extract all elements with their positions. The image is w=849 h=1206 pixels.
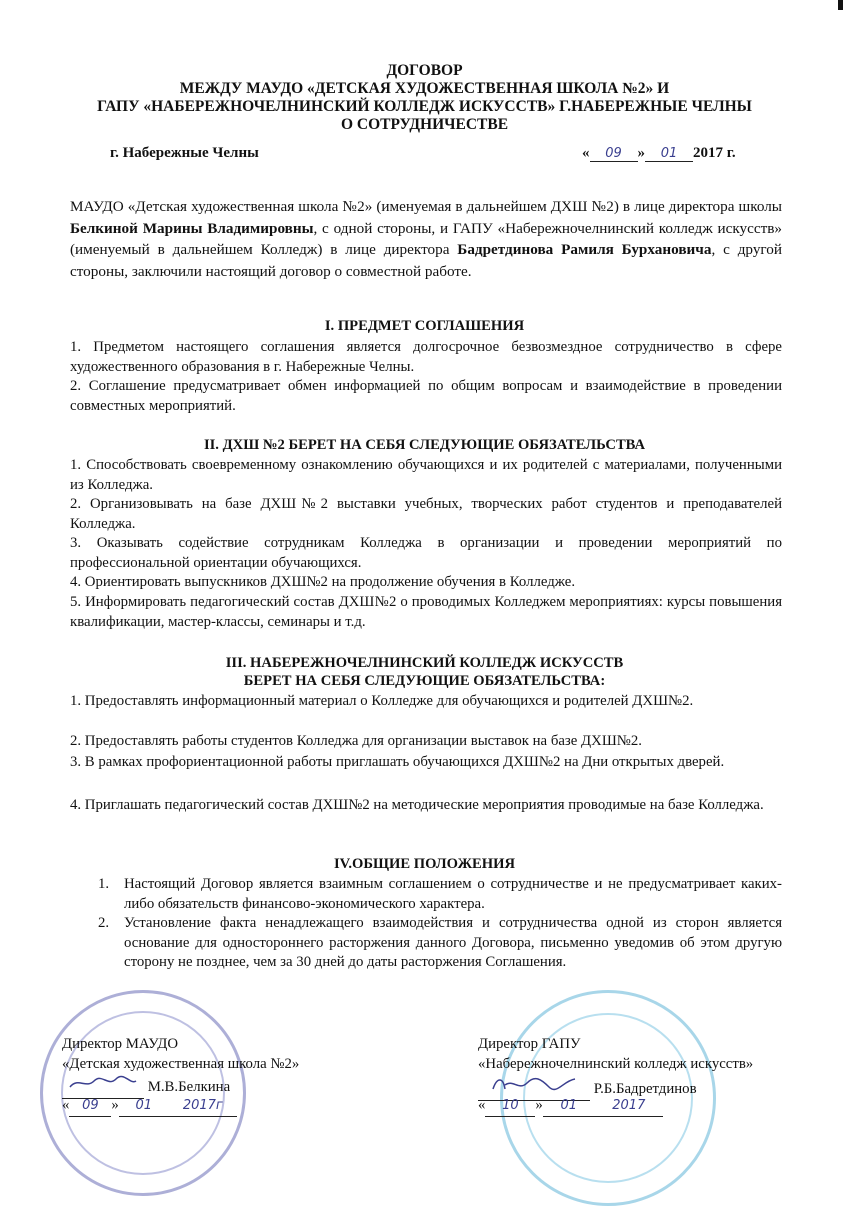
intro-text-2: , с одной стороны, и ГАПУ «Набережночелнинский колледж искусств» (именуемый в дальнейшем Колледж) в лице директора [70,219,782,258]
section-2-item-2: 2. Организовывать на базе ДХШ№2 выставки учебных, творческих работ студентов и преподавателей Колледжа. [70,496,782,532]
document-title-line4: О СОТРУДНИЧЕСТВЕ [340,116,509,133]
section-2-item-3: 3. Оказывать содействие сотрудникам Колледжа в организации и проведении мероприятий по профессиональной ориентации обучающихся. [70,535,782,571]
contract-date [582,145,736,162]
intro-paragraph [70,196,782,282]
section-4-item-2-number: 2. [98,915,110,931]
section-3-item-1: 1. Предоставлять информационный материал о Колледже для обучающихся и родителей ДХШ№2. [70,693,694,709]
left-signatory-name: М.В.Белкина [147,1079,231,1095]
section-1-item-2: 2. Соглашение предусматривает обмен информацией по общим вопросам и взаимодействие в проведении совместных мероприятий. [70,378,782,414]
section-2-title: II. ДХШ №2 БЕРЕТ НА СЕБЯ СЛЕДУЮЩИЕ ОБЯЗАТЕЛЬСТВА [203,437,646,453]
intro-name-1: Белкиной Марины Владимировны [70,219,314,237]
section-4-title: IV.ОБЩИЕ ПОЛОЖЕНИЯ [334,856,515,872]
right-date-month: 01 [543,1096,595,1117]
left-date-open-quote: « [62,1097,70,1113]
date-year: 2017 г. [693,145,736,161]
section-1-title: I. ПРЕДМЕТ СОГЛАШЕНИЯ [324,318,525,334]
section-3-title-line1: III. НАБЕРЕЖНОЧЕЛНИНСКИЙ КОЛЛЕДЖ ИСКУССТВ [225,655,624,671]
right-date-open-quote: « [478,1097,486,1113]
intro-name-2: Бадретдинова Рамиля Бурхановича [457,241,712,258]
section-2-item-1: 1. Способствовать своевременному ознакомлению обучающихся и их родителей с материалами, полученными из Колледжа. [70,457,782,493]
left-date-month: 01 [119,1096,169,1117]
left-signature-scribble [62,1075,144,1099]
intro-text-3: , с другой стороны, заключили настоящий договор о совместной работе. [70,241,782,280]
city-label: г. Набережные Челны [110,145,259,161]
left-date-close-quote: » [111,1097,119,1113]
section-3-item-2: 2. Предоставлять работы студентов Колледжа для организации выставок на базе ДХШ№2. [70,733,642,749]
right-signatory-name: Р.Б.Бадретдинов [593,1081,697,1097]
section-1-item-1: 1. Предметом настоящего соглашения является долгосрочное безвозмездное сотрудничество в сфере художественного образования в г. Набережные Челны. [70,339,782,375]
right-signatory-role: Директор ГАПУ [478,1036,581,1052]
right-signatory-org: «Набережночелнинский колледж искусств» [478,1056,754,1072]
right-date-day: 10 [485,1096,535,1117]
left-signature-line [62,1075,230,1099]
date-month: 01 [645,146,693,162]
left-signature-date [62,1096,237,1117]
section-3-title-line2: БЕРЕТ НА СЕБЯ СЛЕДУЮЩИЕ ОБЯЗАТЕЛЬСТВА: [243,673,606,689]
date-close-quote: » [637,145,645,161]
left-signatory-role: Директор МАУДО [62,1036,179,1052]
right-signature-date [478,1096,663,1117]
section-3-item-3: 3. В рамках профориентационной работы приглашать обучающихся ДХШ№2 на Дни открытых дверей. [70,754,725,770]
section-4-item-2-text: Установление факта ненадлежащего взаимодействия и сотрудничества одной из сторон является основание для одностороннего расторжения данного Договора, письменно уведомив об этом другую сторону не позднее, чем за 30 дней до даты расторжения Соглашения. [124,915,782,970]
left-date-year: 2017г [169,1096,237,1117]
date-open-quote: « [582,145,590,161]
section-4-item-1 [100,875,782,914]
left-signatory-org: «Детская художественная школа №2» [62,1056,300,1072]
section-4-item-1-text: Настоящий Договор является взаимным соглашением о сотрудничестве и не предусматривает каких-либо обязательств финансово-экономического характера. [124,876,782,912]
document-title-line3: ГАПУ «НАБЕРЕЖНОЧЕЛНИНСКИЙ КОЛЛЕДЖ ИСКУССТВ» Г.НАБЕРЕЖНЫЕ ЧЕЛНЫ [97,98,752,115]
section-2-item-5: 5. Информировать педагогический состав ДХШ№2 о проводимых Колледжем мероприятиях: курсы повышения квалификации, мастер-классы, семинары и т.д. [70,594,782,630]
right-date-close-quote: » [535,1097,543,1113]
document-title: ДОГОВОР [386,62,463,79]
date-day: 09 [590,146,638,162]
left-date-day: 09 [69,1096,111,1117]
section-2-item-4: 4. Ориентировать выпускников ДХШ№2 на продолжение обучения в Колледже. [70,574,576,590]
document-title-line2: МЕЖДУ МАУДО «ДЕТСКАЯ ХУДОЖЕСТВЕННАЯ ШКОЛА №2» И [179,80,670,97]
section-4-item-1-number: 1. [98,876,110,892]
section-3-item-4: 4. Приглашать педагогический состав ДХШ№2 на методические мероприятия проводимые на базе Колледжа. [70,797,764,813]
right-date-year: 2017 [595,1096,663,1117]
intro-text-1: МАУДО «Детская художественная школа №2» (именуемая в дальнейшем ДХШ №2) в лице директора школы [70,198,782,215]
page-corner-mark [838,0,843,10]
section-4-item-2 [100,914,782,973]
